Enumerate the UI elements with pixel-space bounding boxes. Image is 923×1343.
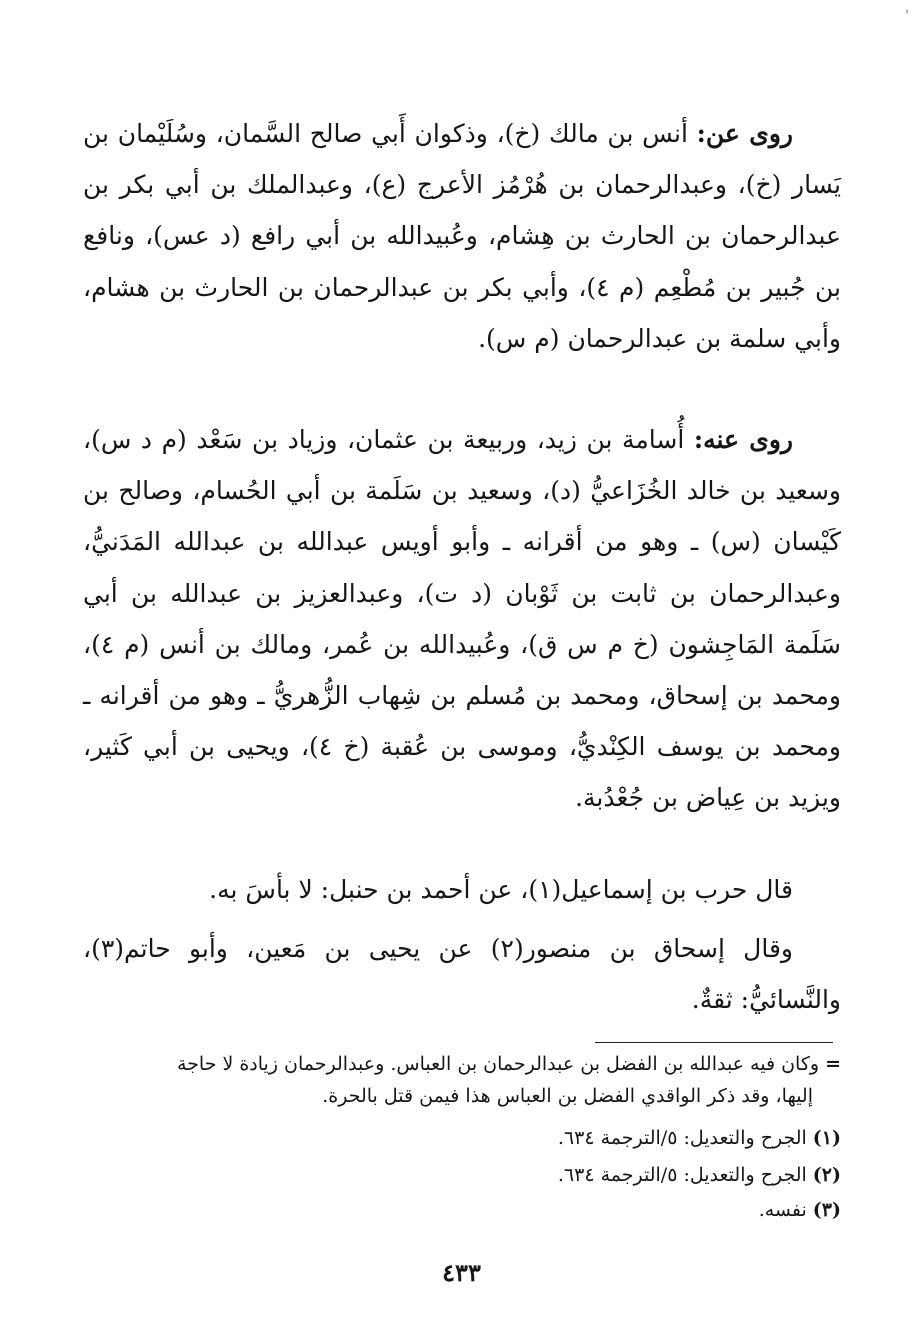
- continuation-mark: =: [825, 1053, 841, 1075]
- footnote-3: [83, 1194, 841, 1226]
- paragraph-text: أنس بن مالك (خ)، وذكوان أَبي صالح السَّمان، وسُلَيْمان بن يَسار (خ)، وعبدالرحمان بن هُرْمُز الأعرج (ع)، وعبدالملك بن أبي بكر بن عبدالرحمان بن الحارث بن هِشام، وعُبيدالله بن أبي رافع (د عس)، ونافع بن جُبير بن مُطْعِم (م ٤)، وأبي بكر بن عبدالرحمان بن الحارث بن هشام، وأبي سلمة بن عبدالرحمان (م س).: [83, 119, 841, 353]
- paragraph-text: قال حرب بن إسماعيل(١)، عن أحمد بن حنبل: لا بأسَ به.: [209, 875, 793, 904]
- footnote-divider: [595, 1042, 833, 1043]
- narrators-from-him-paragraph: [83, 414, 841, 824]
- narrated-from-paragraph: [83, 108, 841, 364]
- footnote-continuation-line1: وكان فيه عبدالله بن الفضل بن عبدالرحمان بن العباس. وعبدالرحمان زيادة لا حاجة: [176, 1053, 820, 1075]
- footnote-continuation-line2: إليها، وقد ذكر الواقدي الفضل بن العباس هذا فيمن قتل بالحرة.: [322, 1085, 813, 1107]
- paragraph-lead: روى عنه:: [693, 425, 793, 454]
- footnote-1: [83, 1122, 841, 1154]
- footnote-mark: (٣): [812, 1199, 841, 1221]
- scan-edge-mark: ': [905, 8, 909, 24]
- ishaq-quote-paragraph: [83, 923, 841, 1025]
- footnote-mark: (١): [812, 1127, 841, 1149]
- paragraph-text: أُسامة بن زيد، وربيعة بن عثمان، وزياد بن سَعْد (م د س)، وسعيد بن خالد الخُزَاعيُّ (د)، وسعيد بن سَلَمة بن أبي الحُسام، وصالح بن كَيْسان (س) ـ وهو من أقرانه ـ وأبو أويس عبدالله بن عبدالله المَدَنيُّ، وعبدالرحمان بن ثابت بن ثَوْبان (د ت)، وعبدالعزيز بن عبدالله بن أبي سَلَمة المَاجِشون (خ م س ق)، وعُبيدالله بن عُمر، ومالك بن أنس (م ٤)، ومحمد بن إسحاق، ومحمد بن مُسلم بن شِهاب الزُّهريُّ ـ وهو من أقرانه ـ ومحمد بن يوسف الكِنْديُّ، وموسى بن عُقبة (خ ٤)، ويحيى بن أبي كَثير، ويزيد بن عِياض بن جُعْدُبة.: [83, 425, 841, 813]
- footnote-2: [83, 1159, 841, 1191]
- paragraph-lead: روى عن:: [696, 119, 794, 148]
- harb-quote-paragraph: [83, 864, 841, 915]
- footnote-continuation: [83, 1048, 841, 1112]
- footnote-text: الجرح والتعديل: ٥/الترجمة ٦٣٤.: [557, 1127, 807, 1149]
- page-number: ٤٣٣: [442, 1258, 481, 1287]
- footnote-mark: (٢): [812, 1164, 841, 1186]
- paragraph-text: وقال إسحاق بن منصور(٢) عن يحيى بن مَعين، وأبو حاتم(٣)، والنَّسائيُّ: ثقةٌ.: [83, 934, 841, 1015]
- footnote-text: نفسه.: [758, 1199, 807, 1221]
- footnote-text: الجرح والتعديل: ٥/الترجمة ٦٣٤.: [557, 1164, 807, 1186]
